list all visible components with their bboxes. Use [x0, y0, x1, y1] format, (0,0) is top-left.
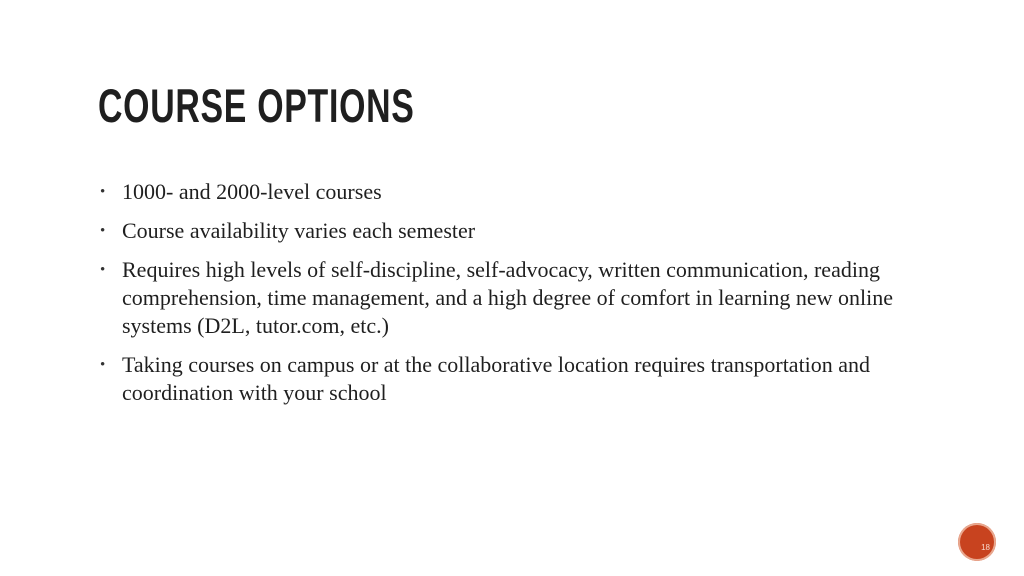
bullet-list — [98, 178, 918, 418]
bullet-icon: • — [100, 262, 106, 278]
bullet-item — [98, 178, 918, 206]
slide-number: 18 — [981, 543, 990, 552]
bullet-icon: • — [100, 357, 106, 373]
bullet-text: Requires high levels of self-discipline, self-advocacy, written communication, reading comprehension, time management, and a high degree of comfort in learning new online systems (D2L, tutor.com, etc.) — [122, 257, 893, 338]
bullet-item — [98, 256, 918, 340]
bullet-text: 1000- and 2000-level courses — [122, 179, 382, 204]
bullet-icon: • — [100, 184, 106, 200]
bullet-item — [98, 351, 918, 407]
bullet-item — [98, 217, 918, 245]
bullet-text: Taking courses on campus or at the collaborative location requires transportation and coordination with your school — [122, 352, 871, 405]
slide-number-badge — [958, 523, 996, 561]
bullet-text: Course availability varies each semester — [122, 218, 476, 243]
bullet-icon: • — [100, 223, 106, 239]
slide-title: COURSE OPTIONS — [98, 79, 415, 132]
